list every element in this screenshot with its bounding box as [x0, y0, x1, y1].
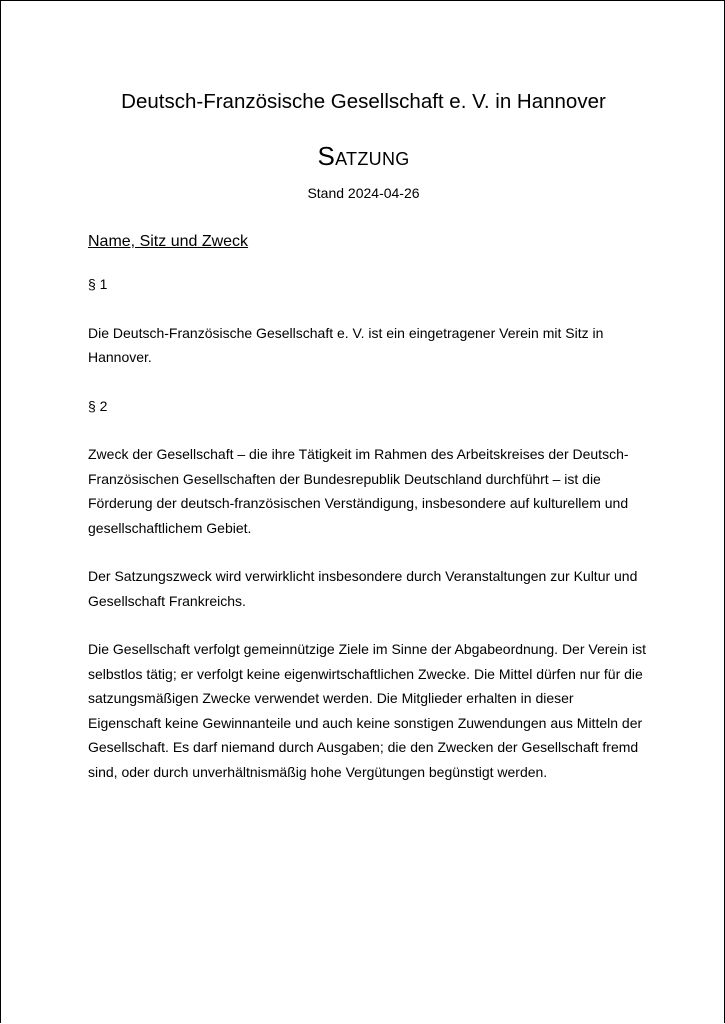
paragraph-2-text-2: Der Satzungszweck wird verwirklicht insbesondere durch Veranstaltungen zur Kultur und Gesellschaft Frankreichs.: [88, 568, 638, 609]
paragraph-label-1: § 1: [88, 276, 108, 292]
document-date: Stand 2024-04-26: [307, 185, 420, 201]
organization-title: Deutsch-Französische Gesellschaft e. V. in Hannover: [121, 90, 606, 113]
paragraph-2-text-1: Zweck der Gesellschaft – die ihre Tätigkeit im Rahmen des Arbeitskreises der Deutsch-Französischen Gesellschaften der Bundesrepublik Deutschland durchführt – ist die Förderung der deutsch-französischen Verständigung, insbesondere auf kulturellem und gesellschaftlichem Gebiet.: [88, 446, 629, 536]
document-body: [88, 230, 648, 808]
paragraph-2-text-3: Die Gesellschaft verfolgt gemeinnützige Ziele im Sinne der Abgabeordnung. Der Verein ist selbstlos tätig; er verfolgt keine eigenwirtschaftlichen Zwecke. Die Mittel dürfen nur für die satzungsmäßigen Zwecke verwendet werden. Die Mitglieder erhalten in dieser Eigenschaft keine Gewinnanteile und auch keine sonstigen Zuwendungen aus Mitteln der Gesellschaft. Es darf niemand durch Ausgaben; die den Zwecken der Gesellschaft fremd sind, oder durch unverhältnismäßig hohe Vergütungen begünstigt werden.: [88, 641, 646, 780]
section-heading: Name, Sitz und Zweck: [88, 233, 249, 250]
document-title: Satzung: [317, 141, 410, 171]
paragraph-1-text-1: Die Deutsch-Französische Gesellschaft e. V. ist ein eingetragener Verein mit Sitz in Hannover.: [88, 324, 604, 365]
paragraph-label-2: § 2: [88, 397, 108, 414]
